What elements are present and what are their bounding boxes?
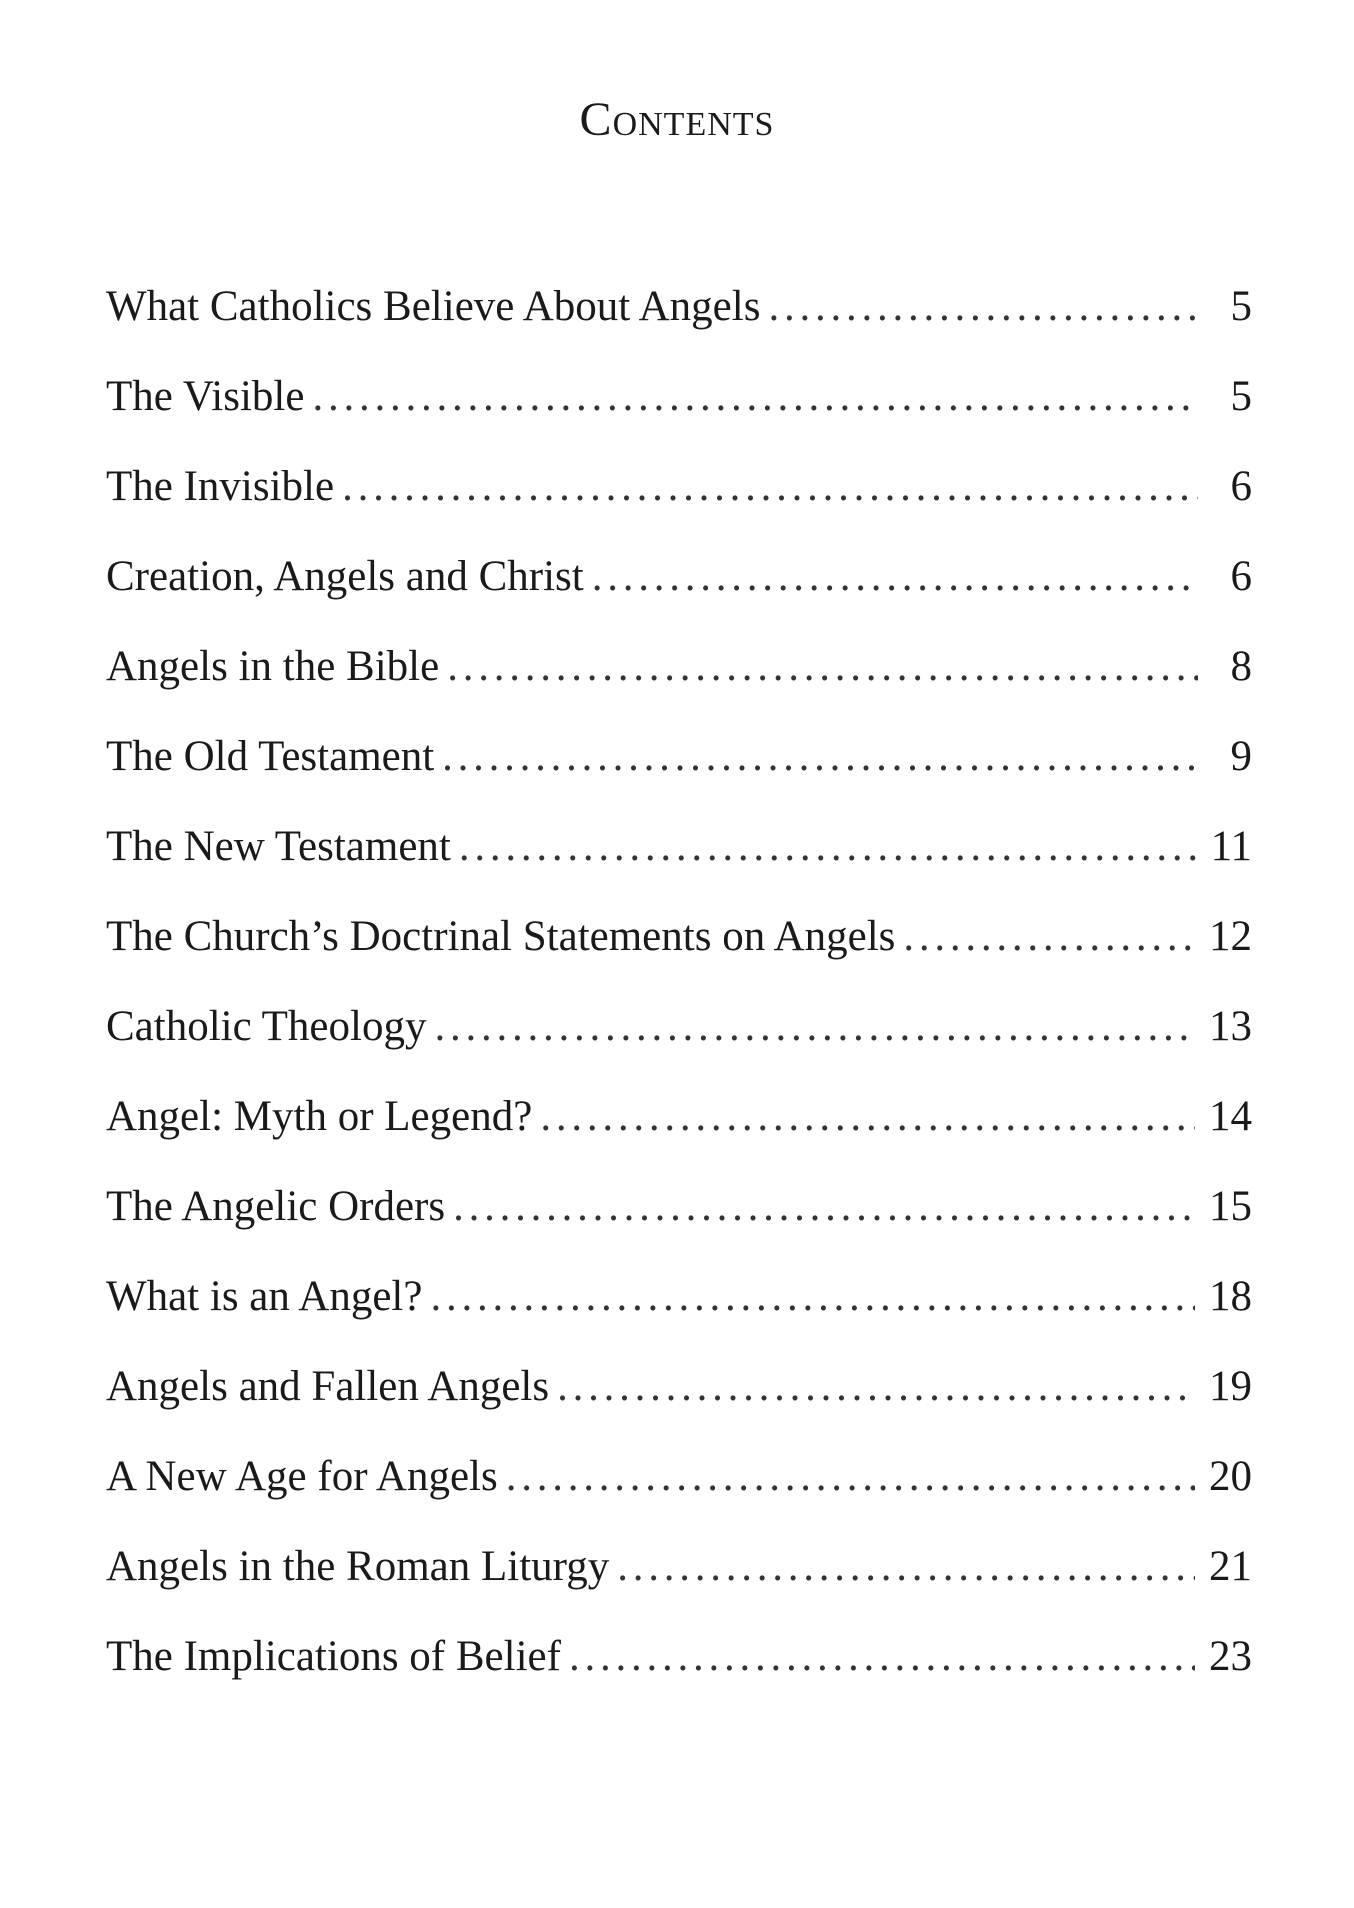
toc-entry-title: The Implications of Belief [106, 1633, 561, 1680]
toc-entry[interactable] [106, 1628, 1252, 1718]
toc-entry[interactable] [106, 728, 1252, 818]
dot-leader [342, 458, 1198, 516]
dot-leader [592, 548, 1198, 606]
toc-entry-page-number: 6 [1230, 553, 1252, 600]
toc-entry[interactable] [106, 1088, 1252, 1178]
dot-leader [442, 728, 1198, 786]
toc-entry-page-number: 12 [1209, 913, 1252, 960]
toc-entry[interactable] [106, 458, 1252, 548]
toc-entry[interactable] [106, 998, 1252, 1088]
toc-entry-title: The New Testament [106, 823, 451, 870]
toc-entry[interactable] [106, 638, 1252, 728]
toc-entry-title: Creation, Angels and Christ [106, 553, 584, 600]
toc-entry-title: The Invisible [106, 463, 335, 510]
dot-leader [312, 368, 1198, 426]
toc-entry-page-number: 6 [1230, 463, 1252, 510]
toc-entry-title: The Angelic Orders [106, 1183, 446, 1230]
toc-entry-page-number: 21 [1209, 1543, 1252, 1590]
toc-entry-title: A New Age for Angels [106, 1453, 498, 1500]
dot-leader [557, 1358, 1195, 1416]
toc-entry-page-number: 9 [1230, 733, 1252, 780]
toc-entry-title: Angel: Myth or Legend? [106, 1093, 533, 1140]
toc-entry-page-number: 14 [1209, 1093, 1252, 1140]
toc-entry-title: Angels in the Roman Liturgy [106, 1543, 610, 1590]
toc-entry[interactable] [106, 1268, 1252, 1358]
toc-entry[interactable] [106, 1178, 1252, 1268]
toc-entry-page-number: 20 [1209, 1453, 1252, 1500]
toc-entry-page-number: 13 [1209, 1003, 1252, 1050]
dot-leader [903, 908, 1195, 966]
toc-entry[interactable] [106, 278, 1252, 368]
toc-entry[interactable] [106, 1358, 1252, 1448]
dot-leader [540, 1088, 1195, 1146]
toc-entry-page-number: 11 [1210, 823, 1252, 870]
toc-entry[interactable] [106, 1538, 1252, 1628]
toc-entry-title: The Visible [106, 373, 305, 420]
toc-entry-page-number: 18 [1209, 1273, 1252, 1320]
dot-leader [447, 638, 1198, 696]
dot-leader [506, 1448, 1195, 1506]
dot-leader [453, 1178, 1195, 1236]
toc-entry[interactable] [106, 908, 1252, 998]
toc-entry-page-number: 15 [1209, 1183, 1252, 1230]
toc-entry-page-number: 5 [1230, 373, 1252, 420]
toc-entry-title: The Old Testament [106, 733, 435, 780]
table-of-contents [106, 278, 1252, 1718]
dot-leader [430, 1268, 1195, 1326]
toc-entry[interactable] [106, 368, 1252, 458]
toc-entry-title: Catholic Theology [106, 1003, 427, 1050]
toc-entry-title: Angels in the Bible [106, 643, 440, 690]
toc-entry-title: Angels and Fallen Angels [106, 1363, 550, 1410]
toc-entry[interactable] [106, 1448, 1252, 1538]
toc-entry-page-number: 23 [1209, 1633, 1252, 1680]
toc-entry[interactable] [106, 818, 1252, 908]
dot-leader [434, 998, 1195, 1056]
page-title: Contents [579, 93, 775, 146]
toc-entry-title: The Church’s Doctrinal Statements on Angels [106, 913, 896, 960]
dot-leader [569, 1628, 1195, 1686]
dot-leader [617, 1538, 1195, 1596]
toc-entry-page-number: 5 [1230, 283, 1252, 330]
dot-leader [768, 278, 1198, 336]
toc-entry-title: What Catholics Believe About Angels [106, 283, 761, 330]
toc-entry-page-number: 19 [1209, 1363, 1252, 1410]
dot-leader [459, 818, 1197, 876]
toc-entry[interactable] [106, 548, 1252, 638]
toc-entry-page-number: 8 [1230, 643, 1252, 690]
toc-entry-title: What is an Angel? [106, 1273, 423, 1320]
